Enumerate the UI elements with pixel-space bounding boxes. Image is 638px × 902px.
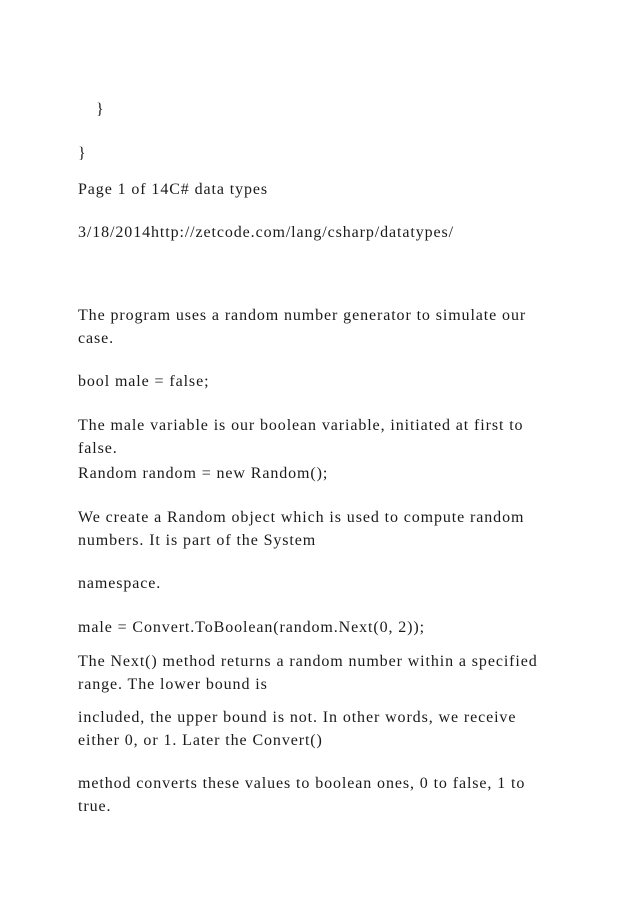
paragraph-male-variable: The male variable is our boolean variable, initiated at first to false. <box>78 417 524 457</box>
paragraph-convert-method: method converts these values to boolean ones, 0 to false, 1 to true. <box>78 775 526 815</box>
closing-brace-inner: } <box>96 101 105 118</box>
page-header: Page 1 of 14C# data types <box>78 181 269 198</box>
code-convert-toboolean: male = Convert.ToBoolean(random.Next(0, 2)); <box>78 619 425 636</box>
code-random-object: Random random = new Random(); <box>78 465 329 482</box>
code-bool-male: bool male = false; <box>78 373 210 390</box>
paragraph-next-method: The Next() method returns a random number within a specified range. The lower bound is <box>78 653 538 693</box>
paragraph-random-object: We create a Random object which is used to compute random numbers. It is part of the System <box>78 509 525 549</box>
paragraph-program-description: The program uses a random number generator to simulate our case. <box>78 307 527 347</box>
closing-brace-outer: } <box>78 145 87 162</box>
paragraph-namespace: namespace. <box>78 575 162 592</box>
date-url-line: 3/18/2014http://zetcode.com/lang/csharp/datatypes/ <box>78 224 455 241</box>
paragraph-included-bounds: included, the upper bound is not. In other words, we receive either 0, or 1. Later the Convert() <box>78 709 517 749</box>
